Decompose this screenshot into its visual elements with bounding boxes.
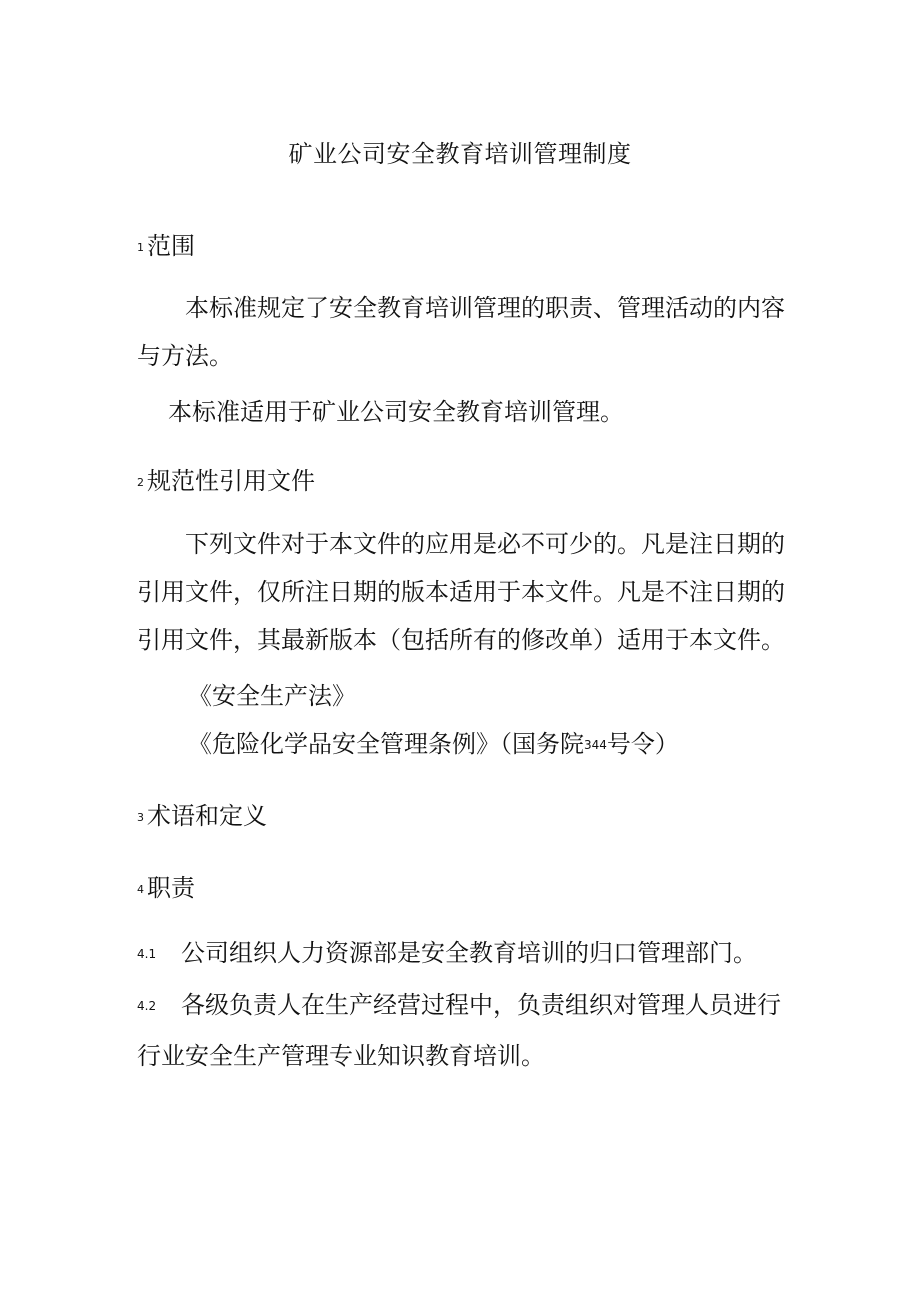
reference-safety-production-law: 《安全生产法》: [188, 682, 356, 710]
reference-2-suffix: 号令）: [606, 730, 679, 758]
section-3-title: 术语和定义: [147, 802, 267, 830]
section-4-number: 4: [137, 882, 144, 896]
section-1-number: 1: [137, 240, 144, 254]
clause-4-1: [137, 928, 789, 979]
clause-4-1-text: 公司组织人力资源部是安全教育培训的归口管理部门。: [181, 939, 757, 967]
reference-2-order-number: 344: [584, 738, 607, 752]
section-1-heading: [137, 226, 195, 261]
section-1-paragraph-2: 本标准适用于矿业公司安全教育培训管理。: [168, 398, 624, 426]
clause-4-2-text: 各级负责人在生产经营过程中，负责组织对管理人员进行行业安全生产管理专业知识教育培训。: [137, 991, 781, 1070]
section-4-heading: [137, 868, 195, 903]
section-2-paragraph-1: 下列文件对于本文件的应用是必不可少的。凡是注日期的引用文件，仅所注日期的版本适用于本文件。凡是不注日期的引用文件，其最新版本（包括所有的修改单）适用于本文件。: [137, 530, 785, 654]
section-3-number: 3: [137, 810, 144, 824]
clause-4-1-number: 4.1: [137, 947, 157, 961]
section-1-title: 范围: [147, 232, 195, 260]
section-1-paragraph-1: 本标准规定了安全教育培训管理的职责、管理活动的内容与方法。: [137, 294, 785, 370]
section-2-heading: [137, 461, 315, 496]
reference-2-text: 《危险化学品安全管理条例》（国务院: [188, 730, 584, 758]
section-4-title: 职责: [147, 874, 195, 902]
section-2-number: 2: [137, 475, 144, 489]
clause-4-2-number: 4.2: [137, 999, 157, 1013]
document-title: 矿业公司安全教育培训管理制度: [288, 140, 632, 168]
clause-4-2: [137, 980, 789, 1081]
section-2-title: 规范性引用文件: [147, 467, 315, 495]
reference-hazardous-chemicals-regulation: [188, 724, 679, 759]
section-3-heading: [137, 796, 267, 831]
